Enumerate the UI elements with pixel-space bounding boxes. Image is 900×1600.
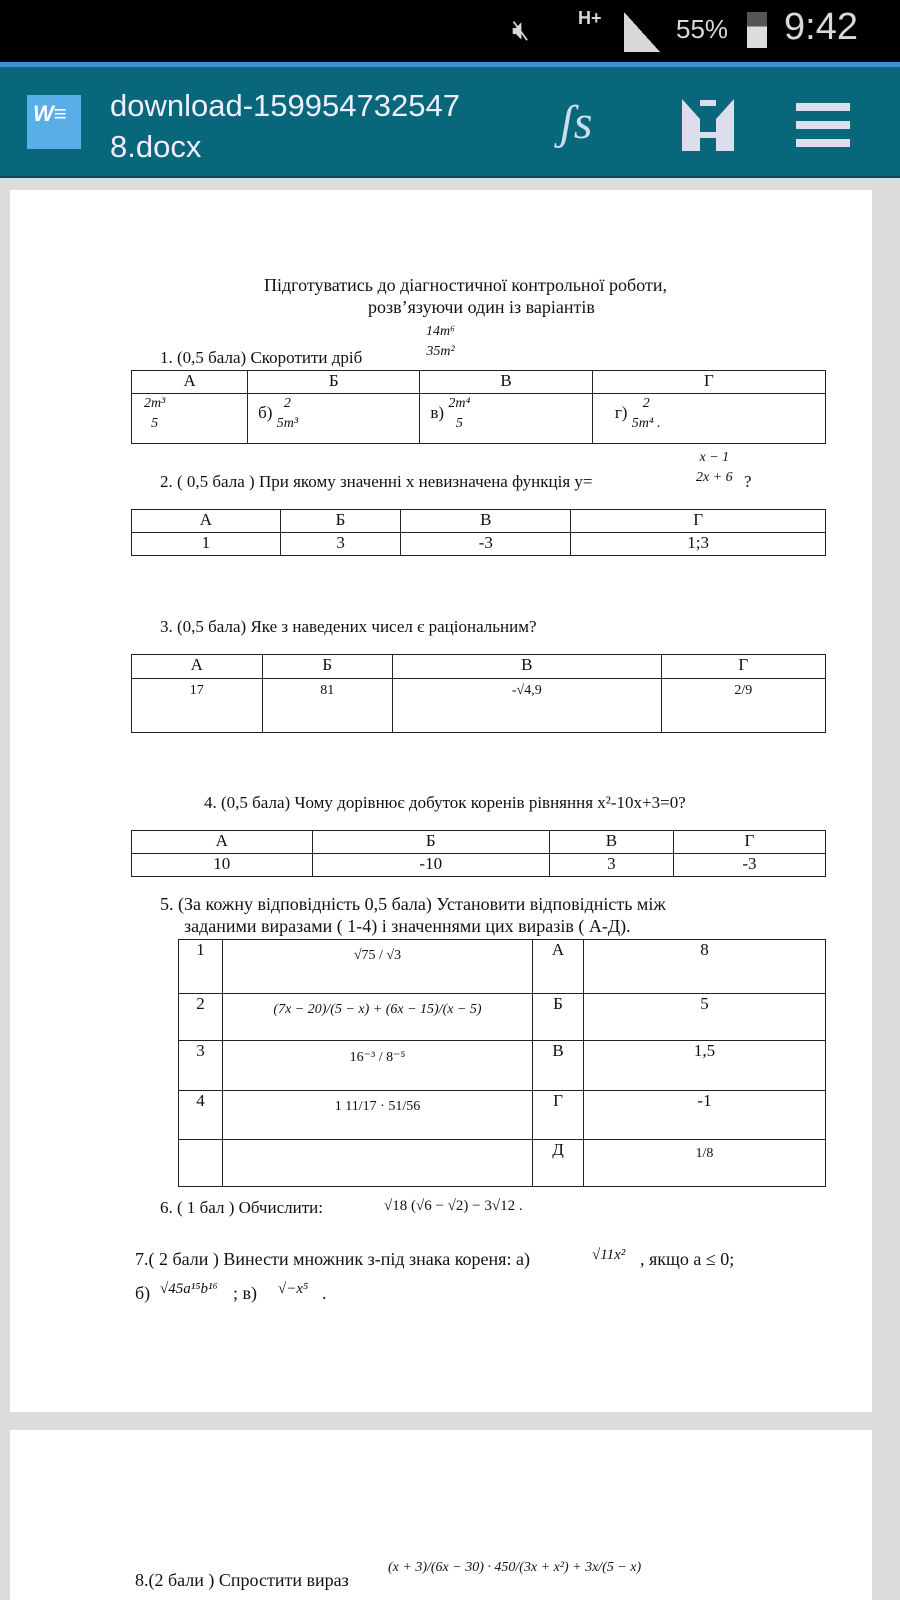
q2-answer-v: -3	[401, 533, 571, 556]
q6-expression: √18 (√6 − √2) − 3√12 .	[384, 1198, 523, 1214]
q1-answer-g	[592, 394, 825, 444]
q5-letter: В	[533, 1041, 584, 1091]
word-doc-icon[interactable]: W≡	[27, 95, 81, 149]
den: 5m³	[276, 416, 299, 431]
network-type: H+	[578, 8, 602, 28]
header-b: Б	[280, 510, 401, 533]
q3-table	[131, 654, 826, 733]
header-b: Б	[248, 371, 420, 394]
prefix: в)	[430, 402, 445, 422]
q5-row-number: 3	[179, 1041, 223, 1091]
q5-line-2: заданими виразами ( 1-4) і значеннями цих виразів ( А-Д).	[184, 916, 631, 936]
q7-line-1: 7.( 2 бали ) Винести множник з-під знака кореня: а)	[135, 1249, 530, 1269]
q4-text: 4. (0,5 бала) Чому дорівнює добуток коренів рівняння х²-10х+3=0?	[204, 793, 686, 812]
header-v: В	[393, 655, 662, 679]
menu-icon[interactable]	[796, 103, 850, 147]
q1-numerator: 14m⁶	[426, 324, 455, 339]
header-v: В	[420, 371, 592, 394]
q1-answer-v	[420, 394, 592, 444]
num: 2m⁴	[448, 396, 471, 411]
den: 5	[151, 416, 159, 431]
binoculars-search-icon[interactable]	[682, 99, 734, 151]
mute-icon: 🔇︎	[512, 14, 530, 45]
q3-answer-v: -√4,9	[393, 679, 662, 733]
q5-table	[178, 939, 826, 1187]
q1-denominator: 35m²	[426, 344, 455, 359]
app-toolbar	[0, 62, 900, 178]
status-bar	[0, 0, 900, 62]
q5-value: 1,5	[584, 1041, 826, 1091]
q5-value: 5	[584, 994, 826, 1041]
q3-answer-g: 2/9	[661, 679, 825, 733]
q4-table	[131, 830, 826, 877]
q5-line-1: 5. (За кожну відповідність 0,5 бала) Установити відповідність між	[160, 894, 666, 914]
q5-value: -1	[584, 1091, 826, 1140]
q6-text: 6. ( 1 бал ) Обчислити:	[160, 1198, 323, 1217]
header-g: Г	[571, 510, 826, 533]
num: 2m³	[144, 396, 166, 411]
q2-table	[131, 509, 826, 556]
header-v: В	[549, 831, 673, 854]
q8-expression: (x + 3)/(6x − 30) · 450/(3x + x²) + 3x/(5 − x)	[388, 1560, 642, 1575]
q2-denominator: 2x + 6	[696, 470, 733, 485]
q5-letter: Г	[533, 1091, 584, 1140]
header-b: Б	[312, 831, 549, 854]
header-g: Г	[592, 371, 825, 394]
q1-table	[131, 370, 826, 444]
q1-fraction	[424, 322, 457, 362]
q5-expression: 1 11/17 · 51/56	[223, 1091, 533, 1140]
q5-row-number: 2	[179, 994, 223, 1041]
header-a: А	[132, 371, 248, 394]
q1-answer-a	[132, 394, 248, 444]
q3-answer-b: 81	[262, 679, 393, 733]
header-g: Г	[661, 655, 825, 679]
q7-end: .	[322, 1283, 327, 1303]
prefix: г)	[614, 402, 628, 422]
q5-value: 8	[584, 940, 826, 994]
edit-pen-icon[interactable]: ʃs	[560, 96, 593, 149]
q7-c-expression: √−x⁵	[278, 1281, 309, 1297]
den: 5m⁴ .	[631, 416, 661, 431]
q5-letter: Д	[533, 1140, 584, 1187]
header-a: А	[132, 655, 263, 679]
q2-answer-g: 1;3	[571, 533, 826, 556]
q7-separator: ; в)	[233, 1283, 257, 1303]
prefix: б)	[258, 402, 273, 422]
q5-row-number	[179, 1140, 223, 1187]
q5-expression: 16⁻³ / 8⁻⁵	[223, 1041, 533, 1091]
q2-answer-b: 3	[280, 533, 401, 556]
q7-b-label: б)	[135, 1283, 151, 1303]
den: 5	[455, 416, 463, 431]
q5-row-number: 4	[179, 1091, 223, 1140]
header-a: А	[132, 510, 281, 533]
header-b: Б	[262, 655, 393, 679]
q7-a-expression: √11x²	[592, 1247, 626, 1263]
num: 2	[642, 396, 650, 411]
q1-text: 1. (0,5 бала) Скоротити дріб	[160, 348, 363, 367]
heading-line-2: розв’язуючи один із варіантів	[368, 297, 595, 317]
q1-answer-b	[248, 394, 420, 444]
header-a: А	[132, 831, 313, 854]
q5-expression: √75 / √3	[223, 940, 533, 994]
num: 2	[283, 396, 291, 411]
title-line-1: download-159954732547	[110, 88, 460, 123]
clock: 9:42	[784, 6, 858, 48]
header-g: Г	[673, 831, 825, 854]
q3-answer-a: 17	[132, 679, 263, 733]
battery-icon	[747, 12, 767, 48]
q5-value: 1/8	[584, 1140, 826, 1187]
battery-percent: 55%	[676, 14, 729, 44]
q2-text: 2. ( 0,5 бала ) При якому значенні х невизначена функція у=	[160, 472, 593, 491]
heading-line-1: Підготуватись до діагностичної контрольної роботи,	[264, 275, 667, 295]
q4-answer-g: -3	[673, 854, 825, 877]
q2-numerator: x − 1	[699, 450, 730, 465]
q2-tail: ?	[744, 472, 752, 491]
header-v: В	[401, 510, 571, 533]
document-title	[110, 85, 460, 167]
q8-text: 8.(2 бали ) Спростити вираз	[135, 1570, 349, 1590]
q2-fraction	[696, 448, 733, 488]
q4-answer-a: 10	[132, 854, 313, 877]
q4-answer-v: 3	[549, 854, 673, 877]
q5-letter: Б	[533, 994, 584, 1041]
signal-icon	[624, 12, 660, 52]
q7-b-expression: √45a¹⁵b¹⁶	[160, 1281, 218, 1297]
q5-letter: А	[533, 940, 584, 994]
q4-answer-b: -10	[312, 854, 549, 877]
q7-condition: , якщо a ≤ 0;	[640, 1249, 735, 1269]
q5-expression	[223, 1140, 533, 1187]
q2-answer-a: 1	[132, 533, 281, 556]
q5-row-number: 1	[179, 940, 223, 994]
q3-text: 3. (0,5 бала) Яке з наведених чисел є раціональним?	[160, 617, 537, 636]
q5-expression: (7x − 20)/(5 − x) + (6x − 15)/(x − 5)	[223, 994, 533, 1041]
title-line-2: 8.docx	[110, 129, 202, 164]
